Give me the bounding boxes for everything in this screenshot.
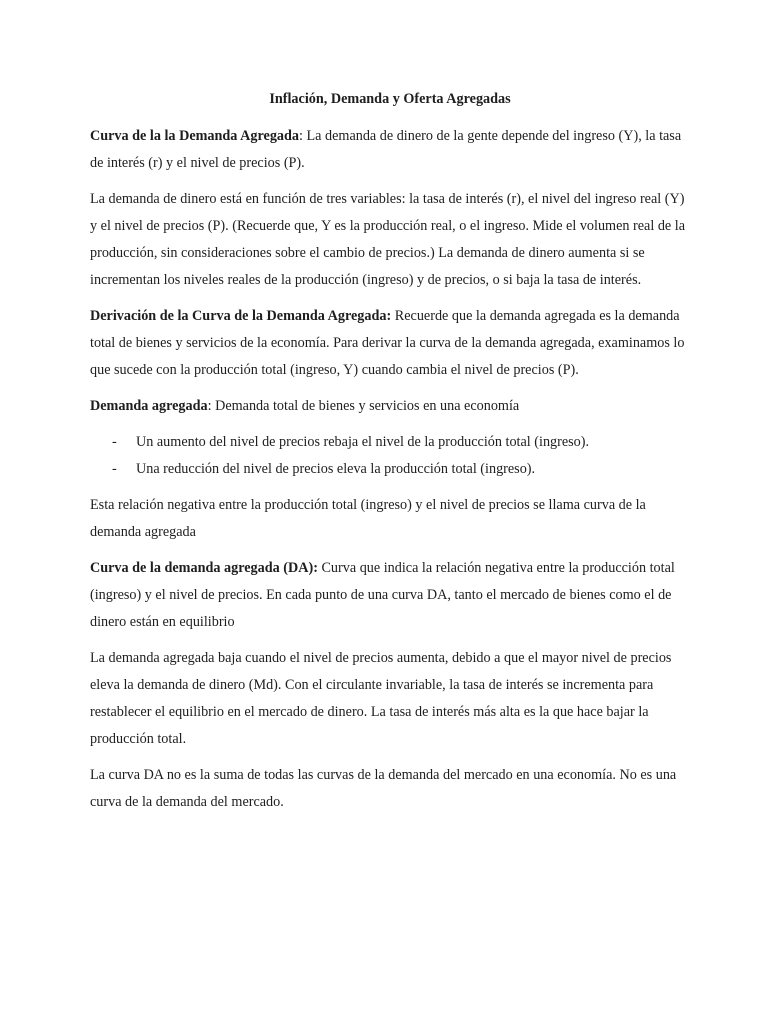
term-bold: Curva de la demanda agregada (DA): [90,560,318,576]
paragraph-text: : Demanda total de bienes y servicios en una economía [207,398,520,414]
document-title: Inflación, Demanda y Oferta Agregadas [269,91,511,107]
paragraph-text: Curva que indica la relación negativa entre la producción total (ingreso) y el nivel de precios. En cada punto de una curva DA, tanto el mercado de bienes como el de dinero están en equilibrio [90,560,675,630]
list-item [90,429,690,456]
bullet-list [90,429,690,483]
paragraph-relacion-negativa: Esta relación negativa entre la producción total (ingreso) y el nivel de precios se llama curva de la demanda agregada [90,497,646,540]
paragraph-demanda-agregada-def [90,393,690,420]
paragraph-curva-da [90,555,690,636]
paragraph-demanda-baja: La demanda agregada baja cuando el nivel de precios aumenta, debido a que el mayor nivel de precios eleva la demanda de dinero (Md). Con el circulante invariable, la tasa de interés se incrementa para restablecer el equilibrio en el mercado de dinero. La tasa de interés más alta es la que hace bajar la producción total. [90,650,672,747]
document-body [90,86,690,816]
term-bold: Demanda agregada [90,398,208,414]
paragraph-curva-da-suma: La curva DA no es la suma de todas las curvas de la demanda del mercado en una economía. No es una curva de la demanda del mercado. [90,767,677,810]
list-item-text: Una reducción del nivel de precios eleva la producción total (ingreso). [136,461,536,477]
paragraph-curva-demanda-agregada [90,123,690,177]
term-bold: Derivación de la Curva de la Demanda Agregada: [90,308,392,324]
dash-bullet-icon: - [112,434,117,450]
paragraph-text: Recuerde que la demanda agregada es la demanda total de bienes y servicios de la economía. Para derivar la curva de la demanda agregada, examinamos lo que sucede con la producción total (ingreso, Y) cuando cambia el nivel de precios (P). [90,308,685,378]
term-bold: Curva de la la Demanda Agregada [90,128,300,144]
dash-bullet-icon: - [112,461,117,477]
list-item [90,456,690,483]
paragraph-derivacion [90,303,690,384]
list-item-text: Un aumento del nivel de precios rebaja el nivel de la producción total (ingreso). [136,434,590,450]
paragraph-demanda-dinero: La demanda de dinero está en función de tres variables: la tasa de interés (r), el nivel del ingreso real (Y) y el nivel de precios (P). (Recuerde que, Y es la producción real, o el ingreso. Mide el volumen real de la producción, sin consideraciones sobre el cambio de precios.) La demanda de dinero aumenta si se incrementan los niveles reales de la producción (ingreso) y de precios, o si baja la tasa de interés. [90,191,686,288]
paragraph-text: : La demanda de dinero de la gente depende del ingreso (Y), la tasa de interés (r) y el nivel de precios (P). [90,128,682,171]
